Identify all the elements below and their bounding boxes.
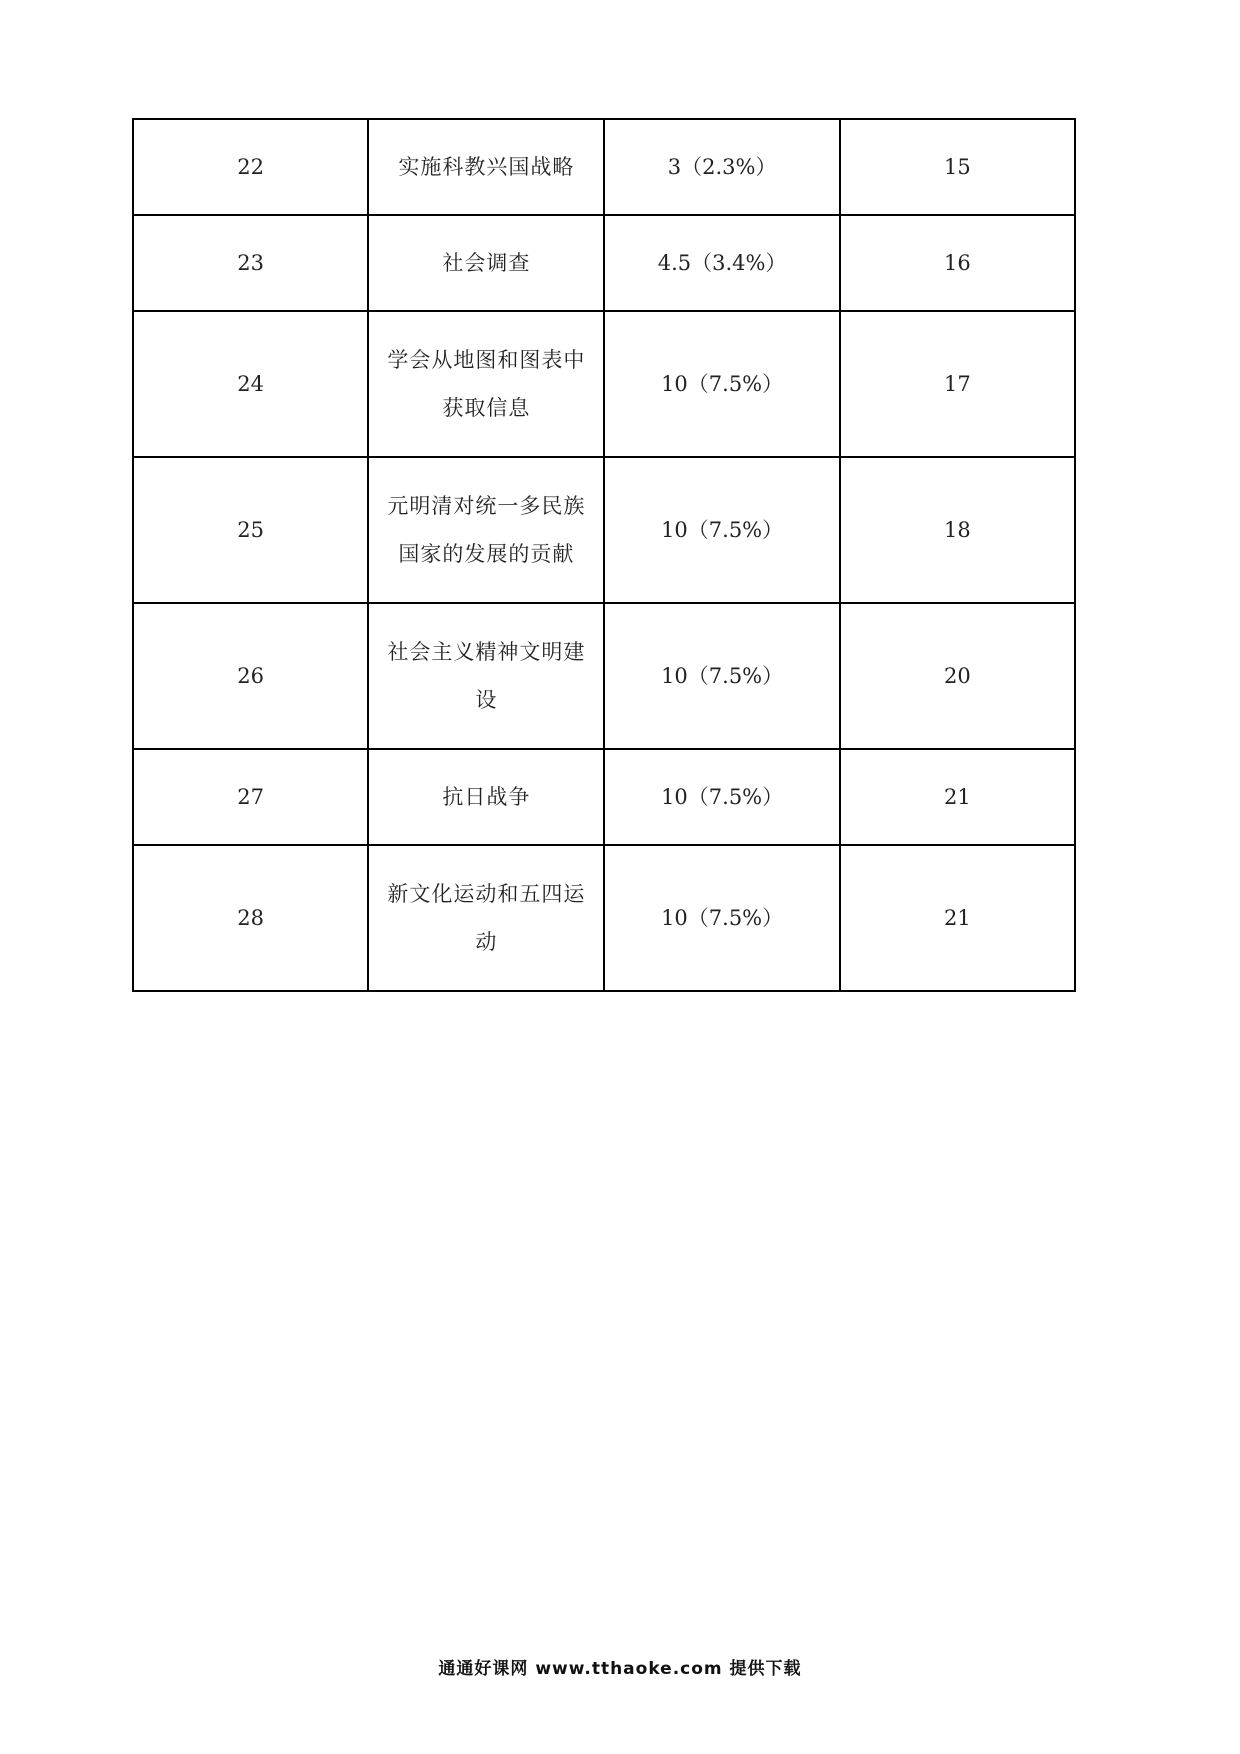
item-number-cell: 18 [840, 457, 1075, 603]
item-number-cell: 16 [840, 215, 1075, 311]
table-body [133, 119, 1075, 991]
row-number-cell: 25 [133, 457, 368, 603]
row-number-cell: 28 [133, 845, 368, 991]
score-cell: 10（7.5%） [604, 845, 839, 991]
table-row [133, 845, 1075, 991]
topic-cell: 抗日战争 [368, 749, 604, 845]
footer-credit: 通通好课网 www.tthaoke.com 提供下载 [438, 1659, 802, 1679]
item-number-cell: 21 [840, 749, 1075, 845]
score-cell: 10（7.5%） [604, 749, 839, 845]
item-number-cell: 15 [840, 119, 1075, 215]
topic-cell: 新文化运动和五四运动 [368, 845, 604, 991]
topic-cell: 社会调查 [368, 215, 604, 311]
score-table [132, 118, 1076, 992]
score-cell: 10（7.5%） [604, 457, 839, 603]
item-number-cell: 21 [840, 845, 1075, 991]
table-row [133, 119, 1075, 215]
item-number-cell: 17 [840, 311, 1075, 457]
item-number-cell: 20 [840, 603, 1075, 749]
topic-cell: 社会主义精神文明建设 [368, 603, 604, 749]
table-row [133, 311, 1075, 457]
topic-cell: 元明清对统一多民族国家的发展的贡献 [368, 457, 604, 603]
table-row [133, 749, 1075, 845]
table-row [133, 603, 1075, 749]
topic-cell: 实施科教兴国战略 [368, 119, 604, 215]
row-number-cell: 23 [133, 215, 368, 311]
row-number-cell: 27 [133, 749, 368, 845]
row-number-cell: 22 [133, 119, 368, 215]
row-number-cell: 24 [133, 311, 368, 457]
score-cell: 4.5（3.4%） [604, 215, 839, 311]
score-cell: 10（7.5%） [604, 603, 839, 749]
score-cell: 3（2.3%） [604, 119, 839, 215]
row-number-cell: 26 [133, 603, 368, 749]
table-row [133, 457, 1075, 603]
topic-cell: 学会从地图和图表中获取信息 [368, 311, 604, 457]
table-row [133, 215, 1075, 311]
score-cell: 10（7.5%） [604, 311, 839, 457]
